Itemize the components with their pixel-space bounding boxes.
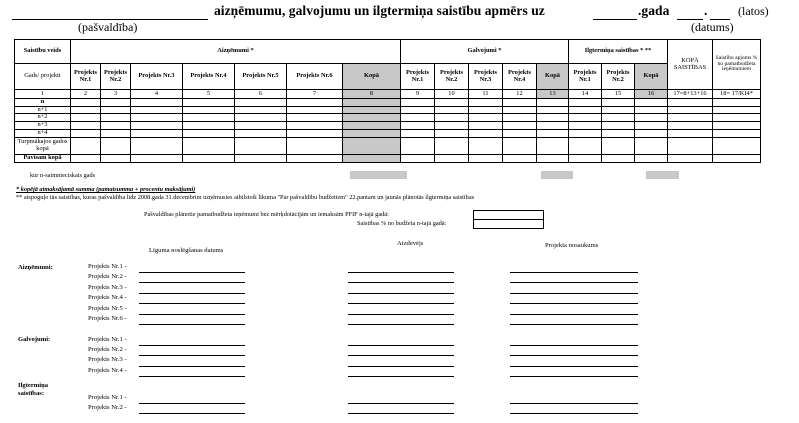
col-header-project: Projekts Nr.4 <box>503 64 537 90</box>
project-label: Projekts Nr.2 - <box>88 404 127 411</box>
col-header-loans-total: Kopā <box>343 64 401 90</box>
contract-date-field[interactable] <box>139 366 245 377</box>
note-double-star: ** atspoguļo tās saistības, kuras pašvaldība līdz 2008.gada 31.decembrim uzņēmusies atbilstoši likuma "Par pašvaldību budžetiem" 22.pantam un jaunās plānotās ilgtermiņa saistības <box>16 194 475 201</box>
col-header-type: Saistību veids <box>15 40 71 64</box>
row-label: n <box>15 99 71 107</box>
row-label: n+1 <box>15 106 71 114</box>
col-header-project: Projekts Nr.6 <box>287 64 343 90</box>
col-number: 2 <box>71 90 101 99</box>
col-number: 18= 17/KI4* <box>713 90 761 99</box>
col-number: 11 <box>469 90 503 99</box>
row-label: Turpmākajos gados kopā <box>15 137 71 154</box>
row-label: n+3 <box>15 122 71 130</box>
col-header-percent: Saistību apjoms % no pamatbudžeta ieņēmumiem <box>713 40 761 90</box>
project-label: Projekts Nr.4 - <box>88 294 127 301</box>
section-guarantees-title: Galvojumi: <box>18 336 51 343</box>
col-number: 1 <box>15 90 71 99</box>
project-label: Projekts Nr.3 - <box>88 356 127 363</box>
municipality-field[interactable] <box>12 5 208 20</box>
col-number: 16 <box>635 90 668 99</box>
col-number: 7 <box>287 90 343 99</box>
row-label: n+2 <box>15 114 71 122</box>
col-header-project: Projekts Nr.1 <box>401 64 435 90</box>
contract-date-field[interactable] <box>139 345 245 356</box>
lender-field[interactable] <box>348 345 454 356</box>
project-label: Projekts Nr.3 - <box>88 284 127 291</box>
group-header-longterm: Ilgtermiņa saistības * ** <box>569 40 668 64</box>
note-n-definition: kur n-saimnieciskais gads <box>30 172 96 179</box>
project-label: Projekts Nr.1 - <box>88 336 127 343</box>
col-header-total: KOPĀ SAISTĪBAS <box>668 40 713 90</box>
col-number: 8 <box>343 90 401 99</box>
lender-field[interactable] <box>348 366 454 377</box>
table-row <box>15 129 761 137</box>
col-header-project: Projekts Nr.3 <box>131 64 183 90</box>
col-number: 17=8+13+16 <box>668 90 713 99</box>
page-title: aizņēmumu, galvojumu un ilgtermiņa saistību apmērs uz <box>214 3 545 18</box>
project-label: Projekts Nr.2 - <box>88 273 127 280</box>
col-number: 6 <box>235 90 287 99</box>
currency-label: (latos) <box>738 4 769 18</box>
year-field[interactable] <box>593 5 637 20</box>
group-header-loans: Aizņēmumi * <box>71 40 401 64</box>
col-header-contract-date: Līguma noslēgšanas datums <box>149 247 224 254</box>
table-row <box>15 106 761 114</box>
project-label: Projekts Nr.1 - <box>88 263 127 270</box>
table-row <box>15 114 761 122</box>
note-star: * kopējā atmaksājamā summa (pamatsumma + procentu maksājumi) <box>16 186 196 193</box>
table-row <box>15 137 761 154</box>
project-name-field[interactable] <box>510 345 638 356</box>
column-numbers-row <box>15 90 761 99</box>
contract-date-field[interactable] <box>139 293 245 304</box>
col-header-project: Projekts Nr.1 <box>569 64 602 90</box>
gray-stub <box>646 171 679 179</box>
col-number: 5 <box>183 90 235 99</box>
obligations-percent-field[interactable] <box>473 219 544 229</box>
month-field[interactable] <box>710 5 730 20</box>
col-number: 4 <box>131 90 183 99</box>
section-loans-title: Aizņēmumi: <box>18 264 53 271</box>
project-label: Projekts Nr.5 - <box>88 305 127 312</box>
table-row-total <box>15 154 761 162</box>
note-obligations-percent: Saistības % no budžeta n-tajā gadā: <box>357 220 447 227</box>
gray-stub <box>350 171 407 179</box>
lender-field[interactable] <box>348 272 454 283</box>
table-row <box>15 122 761 130</box>
project-name-field[interactable] <box>510 366 638 377</box>
gray-stub <box>541 171 573 179</box>
col-header-guarantees-total: Kopā <box>537 64 569 90</box>
col-number: 13 <box>537 90 569 99</box>
section-longterm-title: Ilgtermiņa saistības: <box>18 382 49 398</box>
col-header-project: Projekts Nr.1 <box>71 64 101 90</box>
col-number: 9 <box>401 90 435 99</box>
col-header-project: Projekts Nr.3 <box>469 64 503 90</box>
col-number: 12 <box>503 90 537 99</box>
col-number: 10 <box>435 90 469 99</box>
obligations-table <box>14 39 761 163</box>
day-field[interactable] <box>677 5 703 20</box>
col-header-project: Projekts Nr.2 <box>101 64 131 90</box>
col-header-project: Projekts Nr.2 <box>602 64 635 90</box>
project-label: Projekts Nr.2 - <box>88 346 127 353</box>
project-name-field[interactable] <box>510 272 638 283</box>
row-label: n+4 <box>15 129 71 137</box>
contract-date-field[interactable] <box>139 272 245 283</box>
municipality-label: (pašvaldība) <box>78 20 138 34</box>
col-header-project: Projekts Nr.2 <box>435 64 469 90</box>
lender-field[interactable] <box>348 293 454 304</box>
project-label: Projekts Nr.4 - <box>88 367 127 374</box>
col-header-year: Gads/ projekti <box>15 64 71 90</box>
contract-date-field[interactable] <box>139 314 245 325</box>
gada-label: .gada <box>638 3 670 18</box>
row-label: Pavisam kopā <box>15 154 71 162</box>
col-number: 14 <box>569 90 602 99</box>
note-planned-revenue: Pašvaldības plānotie pamatbudžeta ieņēmumi bez mērķdotācijām un iemaksām PFIF n-tajā gadā: <box>144 211 389 218</box>
project-name-field[interactable] <box>510 314 638 325</box>
date-label: (datums) <box>691 20 734 34</box>
col-number: 15 <box>602 90 635 99</box>
lender-field[interactable] <box>348 403 454 414</box>
col-number: 3 <box>101 90 131 99</box>
col-header-longterm-total: Kopā <box>635 64 668 90</box>
col-header-lender: Aizdevējs <box>397 240 424 247</box>
project-label: Projekts Nr.6 - <box>88 315 127 322</box>
contract-date-field[interactable] <box>139 403 245 414</box>
lender-field[interactable] <box>348 314 454 325</box>
table-row <box>15 99 761 107</box>
group-header-guarantees: Galvojumi * <box>401 40 569 64</box>
date-dot: . <box>704 3 708 18</box>
col-header-project: Projekts Nr.5 <box>235 64 287 90</box>
col-header-project-name: Projekta nosaukums <box>545 242 599 249</box>
project-label: Projekts Nr.1 - <box>88 394 127 401</box>
project-name-field[interactable] <box>510 403 638 414</box>
col-header-project: Projekts Nr.4 <box>183 64 235 90</box>
project-name-field[interactable] <box>510 293 638 304</box>
